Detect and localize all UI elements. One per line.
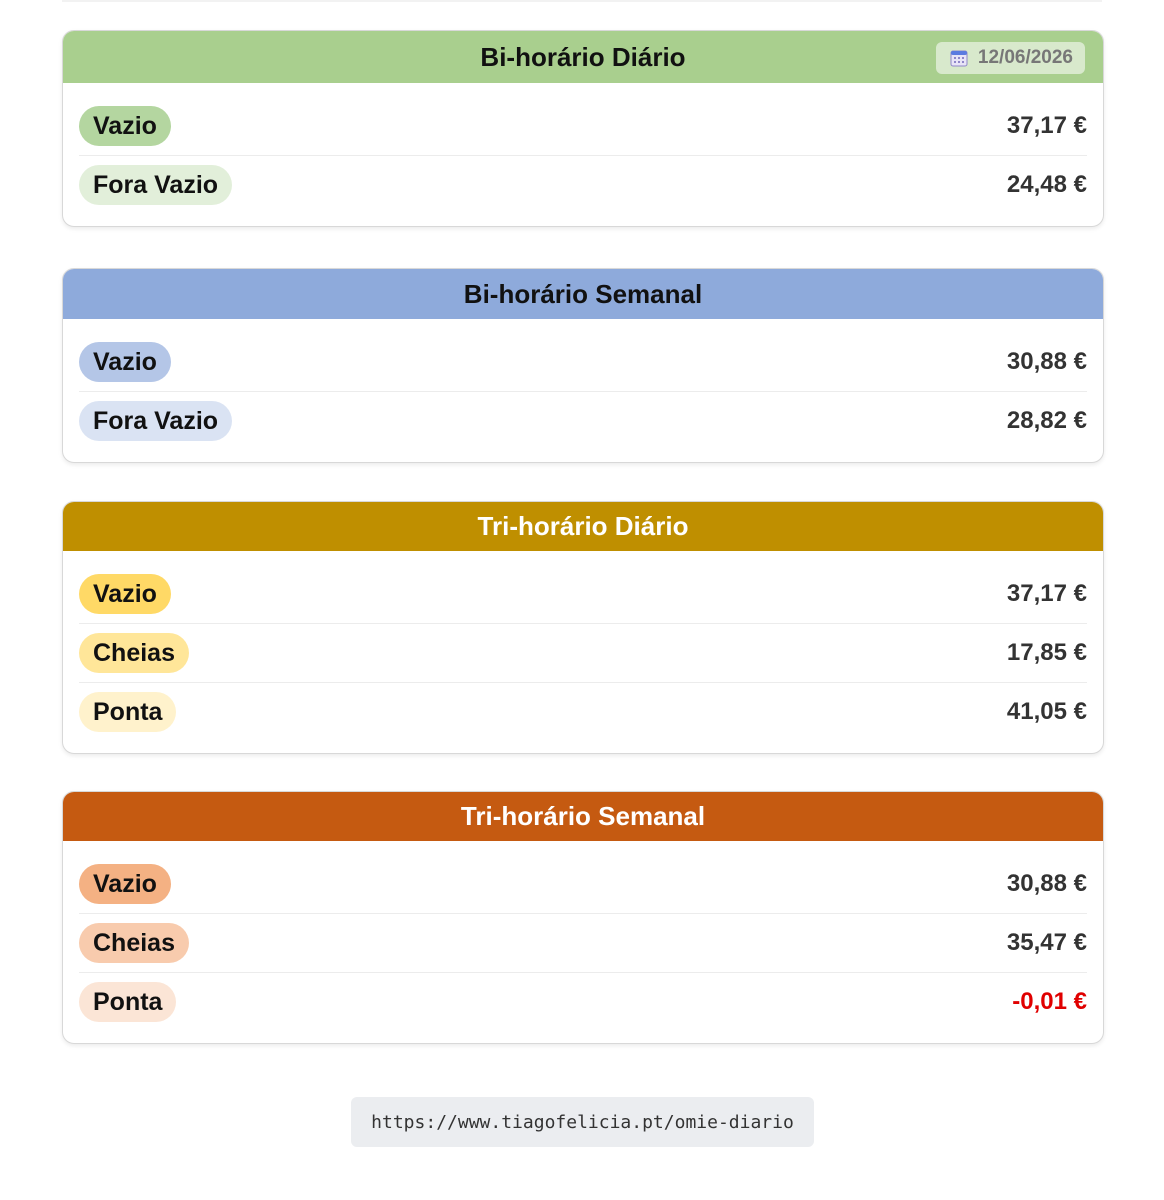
price-value: 24,48 € bbox=[1006, 171, 1087, 198]
card-header bbox=[63, 502, 1103, 551]
card-title: Tri-horário Semanal bbox=[460, 801, 706, 831]
period-label: Vazio bbox=[79, 342, 171, 382]
card-header bbox=[63, 792, 1103, 841]
period-label: Cheias bbox=[79, 923, 189, 963]
table-row bbox=[79, 624, 1087, 683]
period-label: Fora Vazio bbox=[79, 165, 232, 205]
period-label: Vazio bbox=[79, 574, 171, 614]
top-divider bbox=[62, 0, 1102, 2]
table-row bbox=[79, 156, 1087, 214]
table-row bbox=[79, 973, 1087, 1031]
price-value: 17,85 € bbox=[1006, 639, 1087, 666]
period-label: Vazio bbox=[79, 864, 171, 904]
table-row bbox=[79, 914, 1087, 973]
table-row bbox=[79, 333, 1087, 392]
card-title: Bi-horário Semanal bbox=[463, 278, 703, 309]
card-tri-horario-diario bbox=[62, 501, 1104, 754]
period-label: Cheias bbox=[79, 633, 189, 673]
calendar-icon bbox=[950, 49, 968, 67]
price-value: 37,17 € bbox=[1006, 580, 1087, 607]
card-title: Tri-horário Diário bbox=[477, 511, 689, 541]
table-row bbox=[79, 855, 1087, 914]
price-value-negative: -0,01 € bbox=[1012, 988, 1087, 1015]
price-value: 30,88 € bbox=[1006, 870, 1087, 897]
source-url[interactable] bbox=[351, 1097, 814, 1147]
table-row bbox=[79, 683, 1087, 741]
price-value: 28,82 € bbox=[1006, 407, 1087, 434]
period-label: Vazio bbox=[79, 106, 171, 146]
price-value: 30,88 € bbox=[1006, 348, 1087, 375]
price-value: 35,47 € bbox=[1006, 929, 1087, 956]
price-list bbox=[63, 83, 1103, 226]
period-label: Fora Vazio bbox=[79, 401, 232, 441]
table-row bbox=[79, 565, 1087, 624]
card-bi-horario-semanal bbox=[62, 268, 1104, 463]
card-title: Bi-horário Diário bbox=[480, 41, 686, 72]
card-tri-horario-semanal bbox=[62, 791, 1104, 1044]
price-list bbox=[63, 841, 1103, 1043]
price-list bbox=[63, 551, 1103, 753]
table-row bbox=[79, 97, 1087, 156]
date-badge[interactable] bbox=[936, 42, 1085, 74]
price-value: 37,17 € bbox=[1006, 112, 1087, 139]
card-header bbox=[63, 31, 1103, 83]
price-list bbox=[63, 319, 1103, 462]
price-value: 41,05 € bbox=[1006, 698, 1087, 725]
period-label: Ponta bbox=[79, 692, 176, 732]
table-row bbox=[79, 392, 1087, 450]
period-label: Ponta bbox=[79, 982, 176, 1022]
card-header bbox=[63, 269, 1103, 319]
source-url-text[interactable]: https://www.tiagofelicia.pt/omie-diario bbox=[371, 1111, 794, 1133]
date-text: 12/06/2026 bbox=[977, 47, 1073, 68]
card-bi-horario-diario bbox=[62, 30, 1104, 227]
